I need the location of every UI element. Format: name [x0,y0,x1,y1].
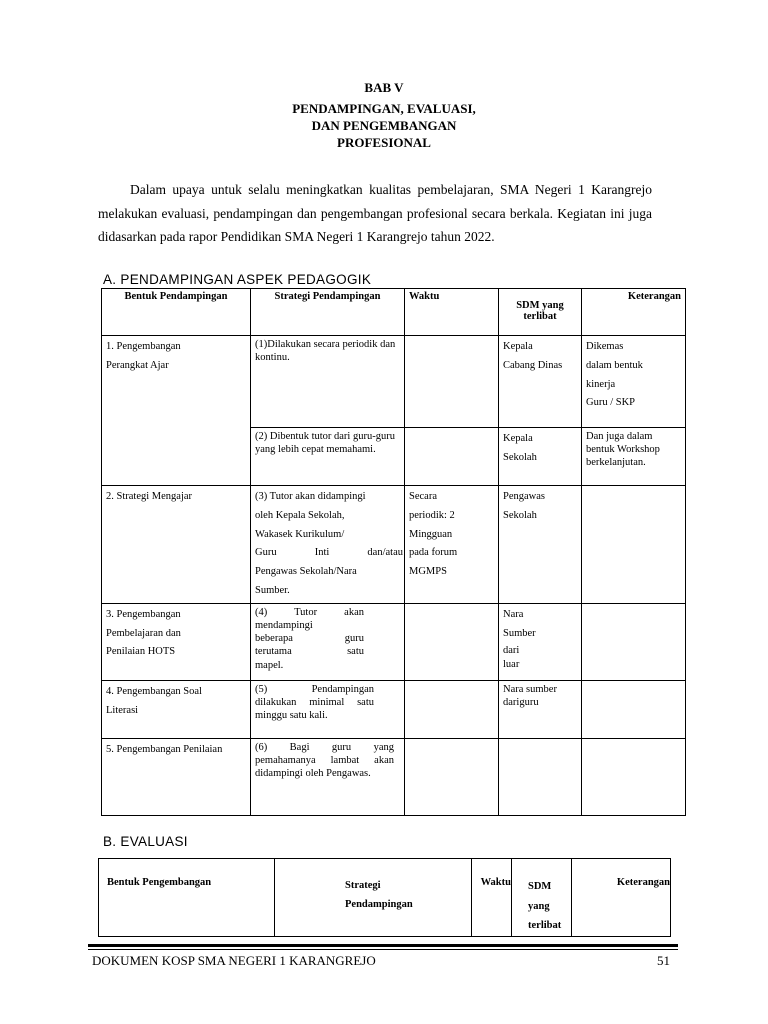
cell-text: luar [503,658,520,670]
cell-text: (4) Tutor akan [255,606,364,618]
cell-keterangan [582,738,686,815]
cell-text: Sumber [503,627,536,639]
cell-text: Guru / SKP [586,397,636,409]
cell-text: Dikemas [586,341,624,352]
cell-text: Pendampingan [345,898,413,910]
cell-text: Cabang Dinas [503,359,563,371]
cell-keterangan [582,680,686,738]
cell-bentuk: 5. Pengembangan Penilaian [102,738,251,815]
cell-text: terutama satu [255,646,364,658]
header-bentuk: Bentuk Pengembangan [99,859,275,937]
cell-waktu [405,336,499,428]
cell-text: Sumber. [255,584,290,596]
cell-text: Mingguan [409,528,453,540]
header-waktu: Waktu [405,289,499,336]
cell-strategi: (1)Dilakukan secara periodik dan kontinu. [251,336,405,428]
cell-keterangan [582,486,686,604]
cell-text: yang [528,900,550,912]
cell-waktu [405,738,499,815]
cell-keterangan: Dan juga dalam bentuk Workshop berkelanjutan. [582,428,686,486]
cell-bentuk [102,603,251,680]
cell-strategi: (2) Dibentuk tutor dari guru-guru yang lebih cepat memahami. [251,428,405,486]
table-row [102,336,686,428]
chapter-title-line1: PENDAMPINGAN, EVALUASI, [292,101,476,116]
chapter-label: BAB V [364,80,404,95]
cell-text: oleh Kepala Sekolah, [255,509,345,521]
header-strategi: Strategi Pendampingan [251,289,405,336]
cell-waktu [405,603,499,680]
cell-text: Sekolah [503,451,537,463]
footer-rule-thick [88,944,678,947]
cell-text: Pengawas Sekolah/Nara [255,566,357,578]
cell-text: 1. Pengembangan [106,341,181,352]
cell-strategi: (5) Pendampingan dilakukan minimal satu minggu satu kali. [251,680,405,738]
cell-text: Pembelajaran dan [106,627,181,639]
header-keterangan: Keterangan [572,859,671,937]
cell-waktu [405,680,499,738]
cell-strategi: (6) Bagi guru yang pemahamanya lambat akan didampingi oleh Pengawas. [251,738,405,815]
cell-text: MGMPS [409,566,447,578]
header-bentuk: Bentuk Pendampingan [102,289,251,336]
cell-text: 4. Pengembangan Soal [106,685,202,697]
cell-text: (3) Tutor akan didampingi [255,491,366,502]
header-keterangan: Keterangan [582,289,686,336]
cell-bentuk [102,680,251,738]
cell-sdm [499,486,582,604]
page-number: 51 [657,953,670,968]
cell-waktu [405,486,499,604]
table-row [102,738,686,815]
cell-strategi [251,603,405,680]
cell-waktu [405,428,499,486]
table-row [102,680,686,738]
cell-text: Strategi [345,880,381,891]
cell-sdm [499,428,582,486]
cell-text: mendampingi [255,619,313,631]
section-b-title: B. EVALUASI [103,834,188,849]
header-waktu: Waktu [472,859,512,937]
cell-text: Guru Inti dan/atau [255,547,403,559]
table-row [102,486,686,604]
cell-keterangan [582,603,686,680]
cell-text: Kepala [503,341,533,352]
evaluasi-table [98,858,671,937]
intro-text: Dalam upaya untuk selalu meningkatkan kualitas pembelajaran, SMA Negeri 1 Karangrejo melakukan evaluasi, pendampingan dan pengembangan profesional secara berkala. Kegiatan ini juga didasarkan pada rapor Pendidikan SMA Negeri 1 Karangrejo tahun 2022. [98,182,652,245]
cell-bentuk: 2. Strategi Mengajar [102,486,251,604]
cell-sdm: Nara sumber dariguru [499,680,582,738]
cell-text: Pengawas [503,491,545,502]
cell-sdm [499,603,582,680]
header-sdm: SDM yang terlibat [499,289,582,336]
cell-text: Penilaian HOTS [106,646,176,658]
cell-text: dalam bentuk [586,359,643,371]
chapter-title-line2: DAN PENGEMBANGAN [311,118,457,133]
footer-rule-thin [88,949,678,950]
table-row [102,603,686,680]
table-header-row [99,859,671,937]
table-header-row [102,289,686,336]
cell-text: SDM [528,881,552,892]
section-a-title: A. PENDAMPINGAN ASPEK PEDAGOGIK [103,272,372,287]
cell-sdm [499,738,582,815]
cell-text: Wakasek Kurikulum/ [255,528,345,540]
cell-text: Sekolah [503,509,537,521]
footer-document-title: DOKUMEN KOSP SMA NEGERI 1 KARANGREJO [92,953,376,968]
cell-text: pada forum [409,547,458,559]
cell-sdm [499,336,582,428]
chapter-title-line3: PROFESIONAL [337,135,431,150]
cell-text: periodik: 2 [409,509,455,521]
cell-text: dari [503,644,520,656]
cell-text: Nara [503,608,524,620]
cell-text: Secara [409,491,437,502]
pendampingan-table [101,288,686,816]
cell-strategi [251,486,405,604]
cell-text: mapel. [255,659,284,671]
header-sdm [512,859,572,937]
intro-paragraph [98,178,652,249]
cell-text: 3. Pengembangan [106,608,181,620]
cell-text: beberapa guru [255,633,364,645]
cell-text: Literasi [106,704,139,716]
header-strategi [275,859,472,937]
cell-text: terlibat [528,920,562,931]
cell-text: Perangkat Ajar [106,359,169,371]
cell-bentuk [102,336,251,486]
cell-keterangan [582,336,686,428]
cell-text: Kepala [503,433,533,444]
cell-text: kinerja [586,378,616,390]
